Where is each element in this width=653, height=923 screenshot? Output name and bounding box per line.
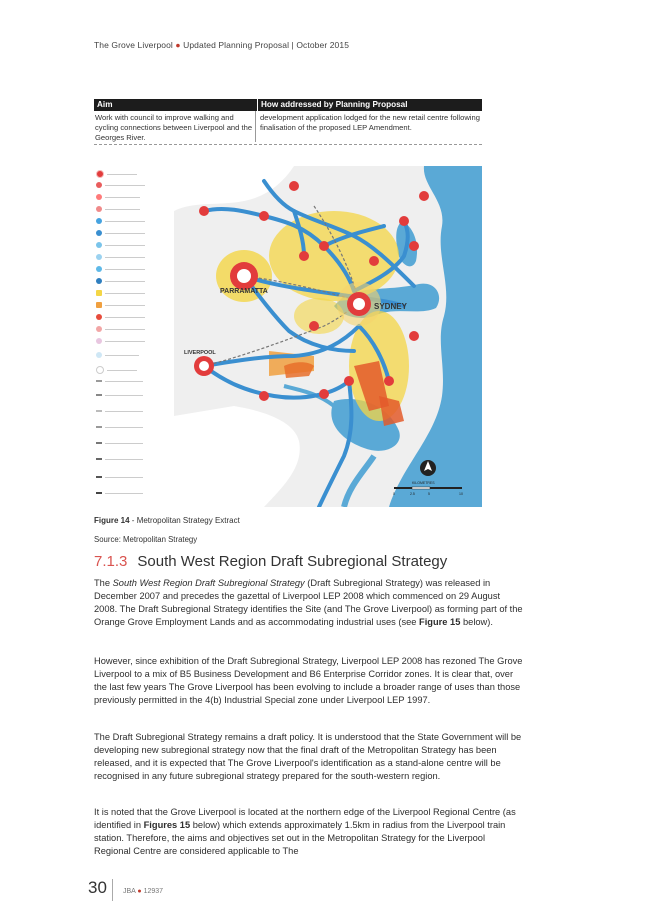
legend-item	[96, 394, 172, 396]
legend-item	[96, 194, 172, 200]
legend-item	[96, 278, 172, 284]
table-row	[94, 111, 482, 145]
legend-item	[96, 326, 172, 332]
svg-text:5: 5	[428, 492, 430, 496]
strategy-name: South West Region Draft Subregional Strategy	[112, 578, 305, 588]
legend-item	[96, 242, 172, 248]
legend-item	[96, 476, 172, 478]
legend-item	[96, 254, 172, 260]
legend-item	[96, 410, 172, 412]
page-number: 30	[88, 878, 107, 897]
svg-text:10: 10	[459, 492, 463, 496]
table-header-row	[94, 99, 482, 111]
aims-table	[94, 99, 482, 145]
metropolitan-strategy-map	[94, 166, 482, 507]
legend-item	[96, 380, 172, 382]
legend-item	[96, 366, 172, 374]
north-arrow-icon	[420, 460, 436, 476]
table-cell-how: development application lodged for the new retail centre following finalisation of the proposed LEP Amendment.	[255, 111, 482, 142]
running-header	[94, 40, 349, 50]
legend-item	[96, 492, 172, 494]
map-legend	[94, 166, 174, 507]
label-sydney: SYDNEY	[374, 302, 407, 311]
svg-text:KILOMETRES: KILOMETRES	[412, 481, 435, 485]
label-liverpool: LIVERPOOL	[184, 350, 216, 356]
header-document-name: The Grove Liverpool	[94, 40, 173, 50]
legend-item	[96, 442, 172, 444]
paragraph: The Draft Subregional Strategy remains a draft policy. It is understood that the State Government will be developing new subregional strategy now that the final draft of the Metropolitan Strategy has been released, and it is expected that The Grove Liverpool's identification as a stand-alone centre will be recognised in any future subregional strategy prepared for the south-western region.	[94, 732, 522, 781]
section-number: 7.1.3	[94, 553, 128, 570]
legend-item	[96, 182, 172, 188]
section-title: South West Region Draft Subregional Strategy	[137, 553, 448, 570]
table-header-how: How addressed by Planning Proposal	[257, 99, 482, 111]
legend-item	[96, 338, 172, 344]
footer-brand: JBA ● 12937	[123, 888, 164, 895]
legend-item	[96, 206, 172, 212]
header-document-subtitle: Updated Planning Proposal | October 2015	[183, 40, 350, 50]
paragraph: It is noted that the Grove Liverpool is located at the northern edge of the Liverpool Regional Centre (as identified in Figures 15 below) which extends approximately 1.5km in radius from the Liverpool train station. Therefore, the aims and objectives set out in the Metropolitan Strategy for the Liverpool Regional Centre are considered applicable to The	[94, 807, 516, 856]
svg-text:0: 0	[393, 492, 395, 496]
header-separator: ●	[175, 40, 181, 50]
legend-item	[96, 230, 172, 236]
section-heading	[94, 553, 447, 570]
figure-title: - Metropolitan Strategy Extract	[129, 516, 240, 525]
figure-reference: Figures 15	[143, 819, 191, 830]
map-canvas	[174, 166, 482, 507]
legend-item	[96, 218, 172, 224]
legend-item	[96, 302, 172, 308]
legend-item	[96, 290, 172, 296]
figure-reference: Figure 15	[419, 616, 461, 627]
legend-item	[96, 426, 172, 428]
svg-text:2.5: 2.5	[410, 492, 415, 496]
paragraph: However, since exhibition of the Draft Subregional Strategy, Liverpool LEP 2008 has rezoned The Grove Liverpool to a mix of B5 Business Development and B6 Enterprise Corridor zones. It is clear that, over the last few years The Grove Liverpool has been evolving to include a broader range of uses than those previously permitted in the 4(b) Industrial Special zone under Liverpool LEP 1997.	[94, 656, 523, 705]
footer-divider	[112, 879, 113, 901]
legend-item	[96, 352, 172, 358]
legend-item	[96, 314, 172, 320]
figure-number: Figure 14	[94, 516, 130, 525]
figure-source: Source: Metropolitan Strategy	[94, 535, 198, 544]
table-cell-aim: Work with council to improve walking and cycling connections between Liverpool and the Georges River.	[95, 113, 253, 142]
figure-caption	[94, 516, 240, 525]
legend-item	[96, 170, 172, 178]
legend-item	[96, 266, 172, 272]
paragraph: The South West Region Draft Subregional Strategy (Draft Subregional Strategy) was released in December 2007 and precedes the gazettal of Liverpool LEP 2008 which commenced on 29 August 2008. The Draft Subregional Strategy identifies the Site (and The Grove Liverpool) as forming part of the Orange Grove Employment Lands and as accommodating industrial uses (see Figure 15 below).	[94, 578, 523, 627]
legend-item	[96, 458, 172, 460]
table-header-aim: Aim	[97, 100, 113, 109]
label-parramatta: PARRAMATTA	[220, 288, 268, 295]
